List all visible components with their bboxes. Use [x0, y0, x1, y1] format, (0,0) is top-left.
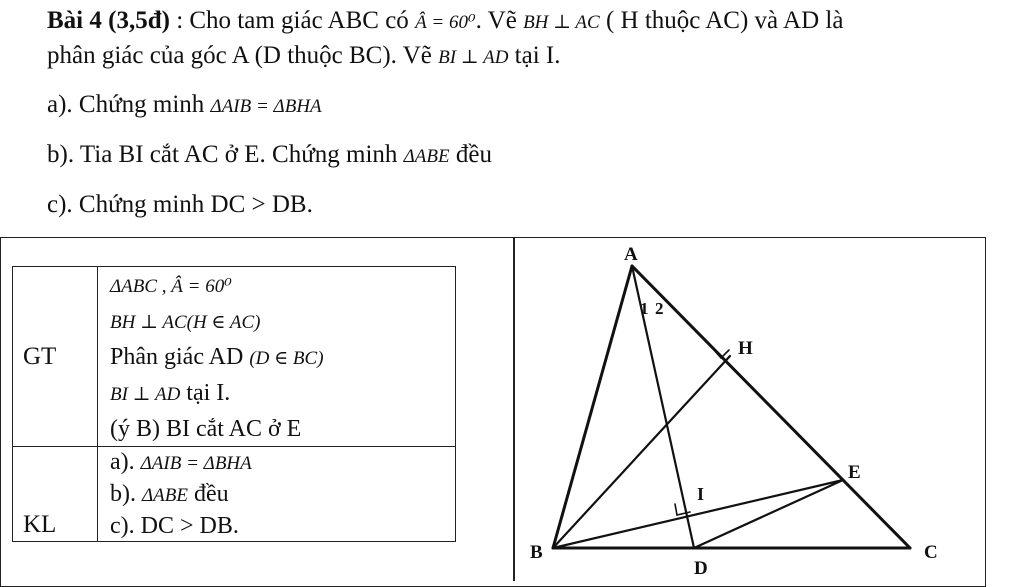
question-b-prefix: b). Tia BI cắt AC ở E. Chứng minh: [47, 141, 404, 168]
given-bh-math: BH ⊥ AC(H ∈ AC): [110, 311, 261, 333]
given-bisector-text: Phân giác AD: [110, 343, 250, 370]
problem-line-2: [47, 41, 561, 73]
question-c: [47, 190, 313, 220]
conclusion-row: [13, 447, 456, 542]
problem-title: Bài 4 (3,5đ): [47, 7, 170, 34]
segment-de: [694, 480, 843, 548]
question-a: [47, 90, 322, 122]
right-angle-i-mark: [675, 504, 690, 515]
given-line-4: [110, 376, 455, 412]
intro-text-1: : Cho tam giác ABC có: [169, 7, 416, 34]
vertex-label-a: A: [624, 244, 638, 265]
question-b: [47, 140, 492, 172]
given-row: [13, 267, 456, 447]
conclusion-line-2: [110, 479, 455, 511]
given-conclusion-table: [12, 266, 456, 542]
conclusion-b-math: ΔABE: [142, 485, 188, 506]
given-line-5: [110, 412, 455, 446]
vertex-label-d: D: [694, 558, 708, 579]
conclusion-a-prefix: a).: [110, 449, 141, 475]
question-a-prefix: a). Chứng minh: [47, 91, 211, 118]
angle-a-expression: Â = 60⁰: [415, 12, 476, 33]
intro-text-2: . Vẽ: [475, 7, 524, 34]
vertex-label-h: H: [738, 338, 753, 359]
conclusion-a-math: ΔAIB = ΔBHA: [140, 453, 252, 474]
intro-text-3: ( H thuộc AC) và AD là: [599, 7, 844, 34]
bh-perp-ac-expression: BH ⊥ AC: [523, 12, 600, 33]
given-line-2: [110, 304, 455, 340]
given-line-3: [110, 340, 455, 376]
kl-label: KL: [13, 447, 98, 542]
gt-label: GT: [13, 267, 98, 447]
triangle-figure: [515, 239, 983, 581]
given-line-1: [110, 268, 455, 304]
angle-label-2: 2: [655, 299, 664, 318]
segment-ac: [632, 266, 910, 548]
vertex-label-i: I: [697, 484, 705, 504]
conclusion-c-text: c). DC > DB.: [110, 513, 239, 539]
problem-line-1: [47, 6, 843, 38]
question-a-math: ΔAIB = ΔBHA: [210, 96, 322, 117]
line2-text-2: tại I.: [508, 42, 561, 69]
given-bisector-math: (D ∈ BC): [249, 347, 324, 369]
question-b-suffix: đều: [449, 141, 492, 168]
vertex-label-c: C: [924, 542, 938, 563]
line2-text-1: phân giác của góc A (D thuộc BC). Vẽ: [47, 42, 439, 69]
given-bi-text: tại I.: [180, 379, 231, 406]
conclusion-content: [98, 447, 456, 542]
conclusion-b-prefix: b).: [110, 481, 142, 507]
conclusion-line-1: [110, 447, 455, 479]
given-bi-math: BI ⊥ AD: [110, 383, 181, 405]
bi-perp-ad-expression: BI ⊥ AD: [438, 47, 509, 68]
vertex-label-e: E: [848, 462, 861, 483]
conclusion-b-suffix: đều: [187, 481, 229, 507]
question-c-text: c). Chứng minh DC > DB.: [47, 191, 313, 218]
given-content: [98, 267, 456, 447]
question-b-math: ΔABE: [403, 146, 450, 167]
vertex-label-b: B: [530, 542, 543, 563]
conclusion-line-3: [110, 511, 455, 541]
given-triangle-math: ΔABC , Â = 60⁰: [110, 275, 232, 297]
angle-label-1: 1: [640, 299, 649, 318]
given-e-text: (ý B) BI cắt AC ở E: [110, 415, 302, 442]
